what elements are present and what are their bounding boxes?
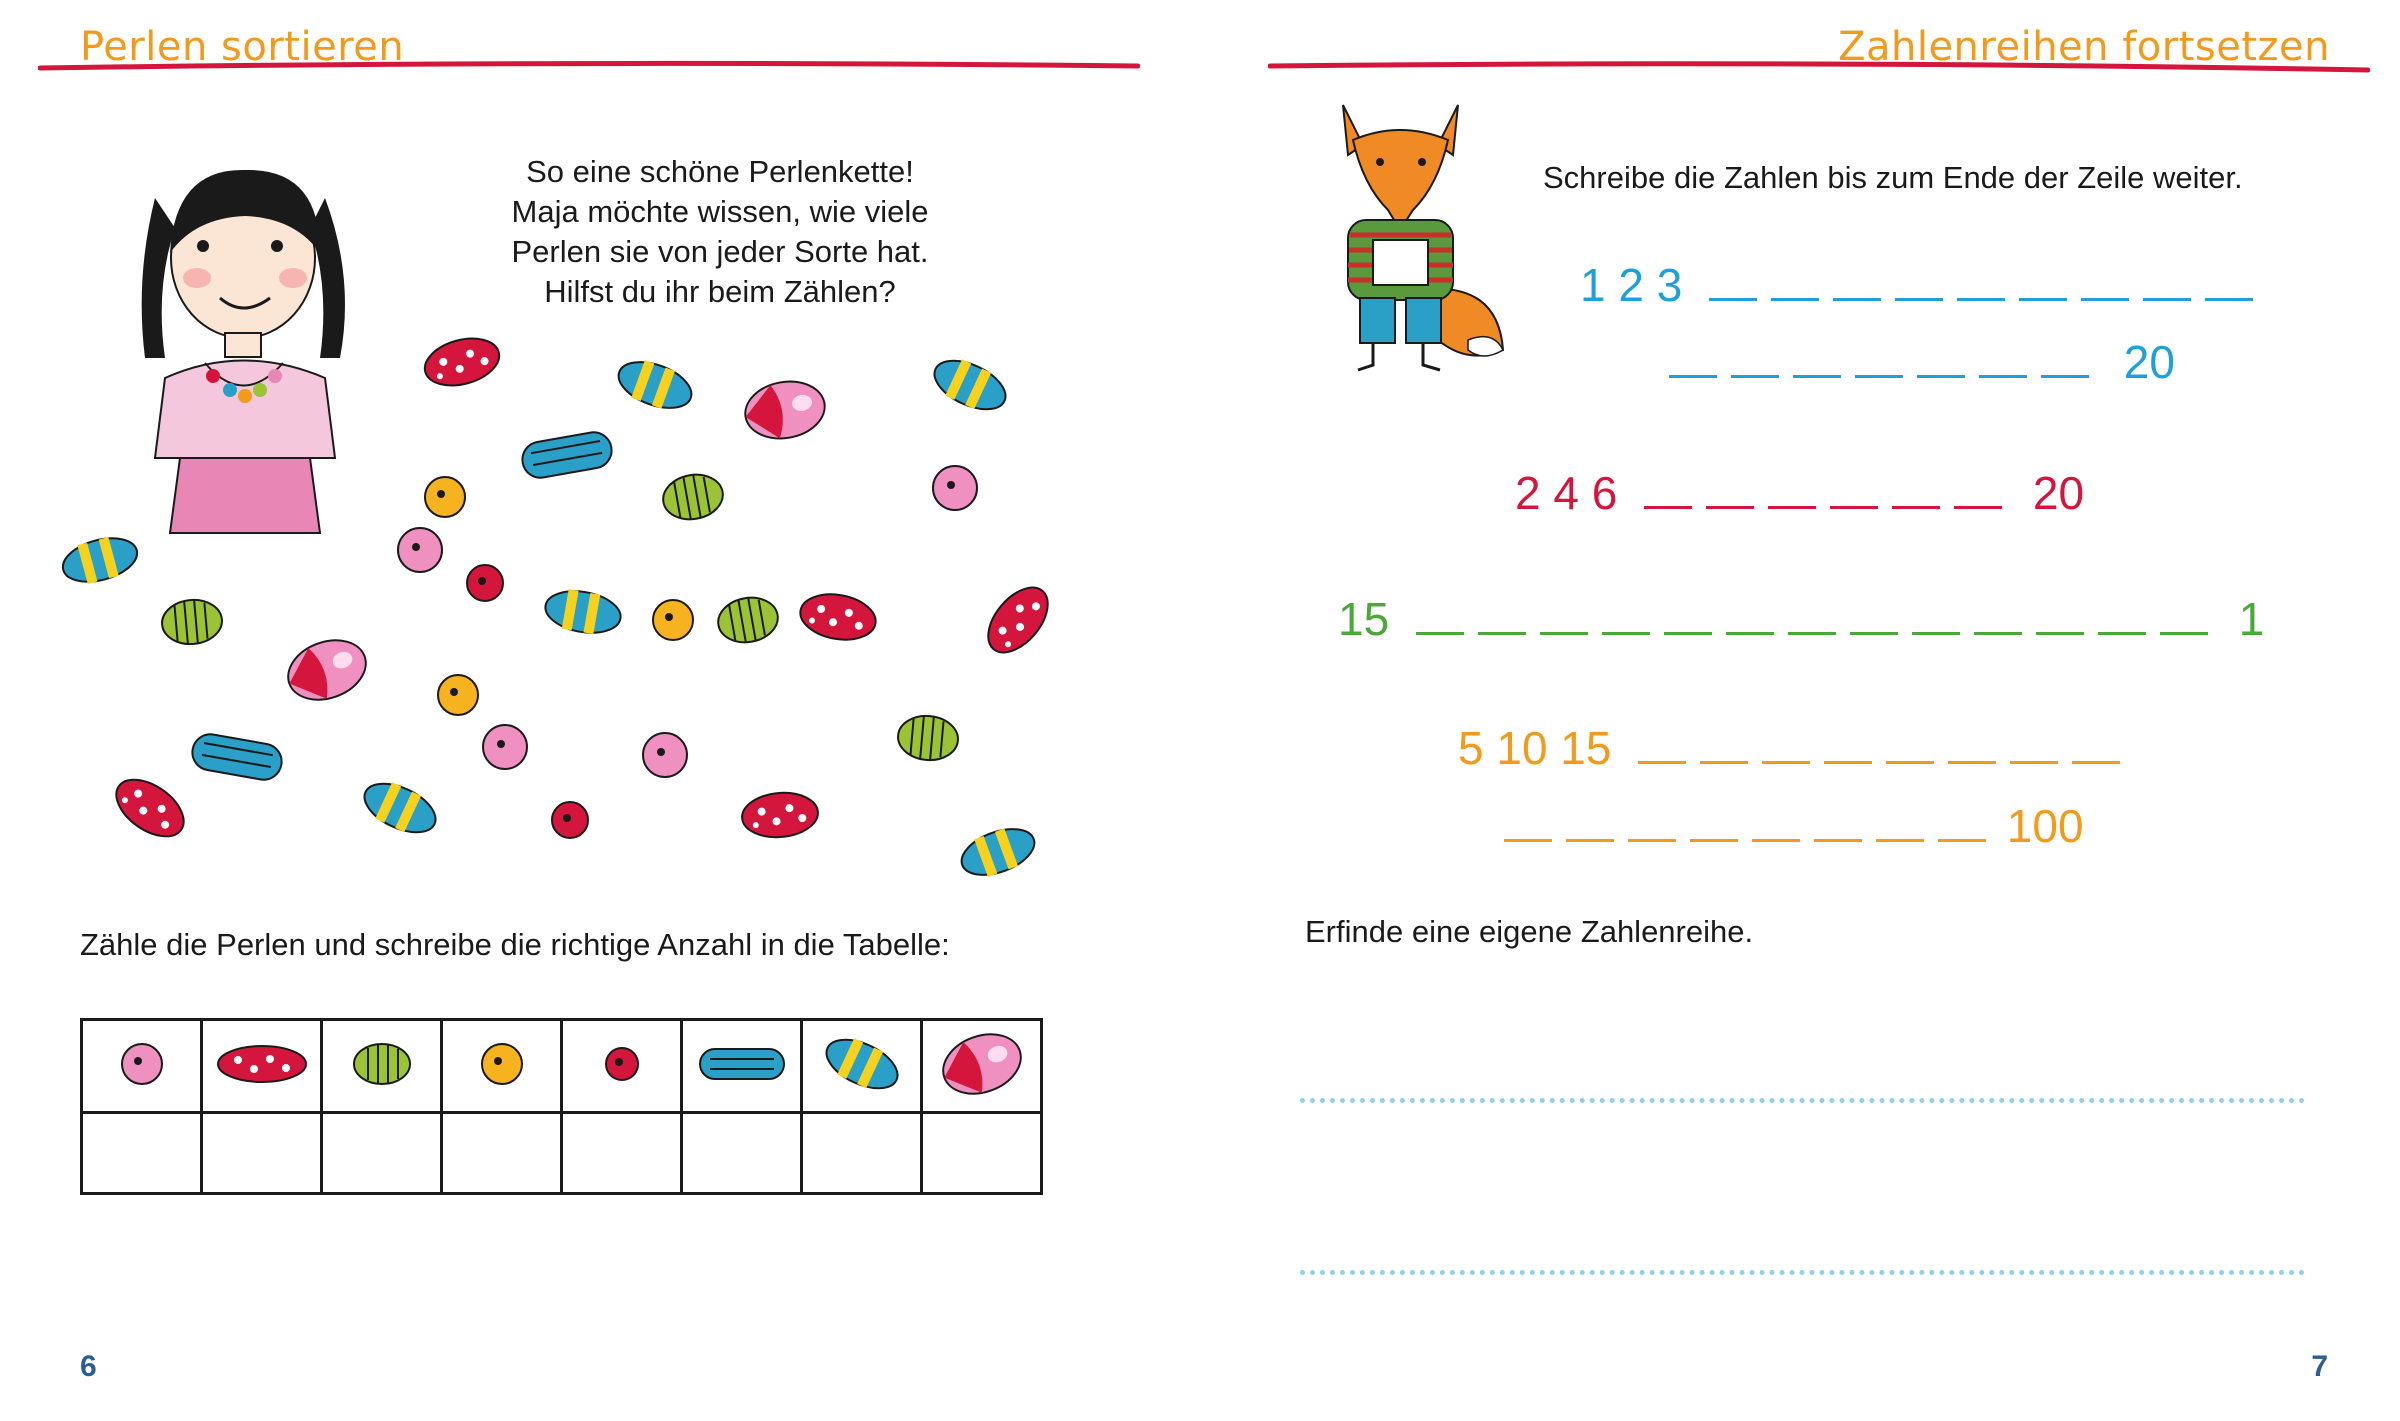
sequence-2-end: 20 (2032, 467, 2085, 519)
count-cell-small-red[interactable] (562, 1113, 682, 1194)
number-blank[interactable] (1974, 631, 2022, 635)
number-blank[interactable] (1700, 760, 1748, 764)
number-blank[interactable] (1917, 374, 1965, 378)
number-blank[interactable] (1566, 838, 1614, 842)
writing-line-2[interactable] (1300, 1270, 2305, 1275)
number-blank[interactable] (1478, 631, 1526, 635)
table-instruction: Zähle die Perlen und schreibe die richtige Anzahl in die Tabelle: (80, 927, 950, 962)
number-blank[interactable] (1833, 297, 1881, 301)
number-blank[interactable] (1690, 838, 1738, 842)
number-blank[interactable] (2041, 374, 2089, 378)
number-blank[interactable] (1416, 631, 1464, 635)
number-blank[interactable] (1644, 505, 1692, 509)
number-blank[interactable] (2010, 760, 2058, 764)
green-striped-bead-icon (322, 1020, 442, 1113)
sequence-4-start: 5 10 15 (1458, 722, 1612, 774)
number-blank[interactable] (1731, 374, 1779, 378)
sequence-2-start: 2 4 6 (1515, 467, 1618, 519)
sequence-3-end: 1 (2238, 593, 2265, 645)
number-blank[interactable] (1948, 760, 1996, 764)
number-blank[interactable] (1540, 631, 1588, 635)
number-blank[interactable] (2205, 297, 2253, 301)
red-pink-bead-icon (922, 1020, 1042, 1113)
blue-yellow-striped-bead-icon (802, 1020, 922, 1113)
page-number-right: 7 (2311, 1350, 2328, 1383)
count-cell-green-striped[interactable] (322, 1113, 442, 1194)
number-blank[interactable] (1788, 631, 1836, 635)
number-blank[interactable] (1850, 631, 1898, 635)
pink-round-bead-icon (82, 1020, 202, 1113)
red-dotted-bead-icon (202, 1020, 322, 1113)
number-blank[interactable] (1954, 505, 2002, 509)
sequence-row-1b (1655, 335, 2175, 389)
sequence-instruction: Schreibe die Zahlen bis zum Ende der Zeile weiter. (1543, 160, 2243, 195)
count-cell-red-pink[interactable] (922, 1113, 1042, 1194)
number-blank[interactable] (1912, 631, 1960, 635)
title-rule-right (1268, 58, 2370, 74)
number-blank[interactable] (1768, 505, 1816, 509)
number-blank[interactable] (1628, 838, 1676, 842)
sequence-1-start: 1 2 3 (1580, 259, 1683, 311)
number-blank[interactable] (2098, 631, 2146, 635)
bead-count-table (80, 1018, 1043, 1195)
sequence-row-1a (1580, 258, 2253, 312)
count-cell-blue-yellow-striped[interactable] (802, 1113, 922, 1194)
number-blank[interactable] (1762, 760, 1810, 764)
sequence-3-start: 15 (1338, 593, 1390, 645)
small-red-bead-icon (562, 1020, 682, 1113)
number-blank[interactable] (1706, 505, 1754, 509)
sequence-row-2 (1515, 466, 2084, 520)
number-blank[interactable] (1814, 838, 1862, 842)
orange-round-bead-icon (442, 1020, 562, 1113)
number-blank[interactable] (1830, 505, 1878, 509)
sequence-4-end: 100 (2006, 800, 2084, 852)
number-blank[interactable] (1824, 760, 1872, 764)
number-blank[interactable] (1602, 631, 1650, 635)
number-blank[interactable] (1793, 374, 1841, 378)
number-blank[interactable] (1855, 374, 1903, 378)
number-blank[interactable] (1979, 374, 2027, 378)
number-blank[interactable] (1504, 838, 1552, 842)
number-blank[interactable] (1957, 297, 2005, 301)
sequence-row-4b (1490, 799, 2084, 853)
number-blank[interactable] (1895, 297, 1943, 301)
count-cell-pink-round[interactable] (82, 1113, 202, 1194)
number-blank[interactable] (1938, 838, 1986, 842)
number-blank[interactable] (2160, 631, 2208, 635)
intro-line: Perlen sie von jeder Sorte hat. (511, 234, 929, 269)
count-cell-orange-round[interactable] (442, 1113, 562, 1194)
page-title-left: Perlen sortieren (80, 24, 405, 70)
number-blank[interactable] (1886, 760, 1934, 764)
number-blank[interactable] (1726, 631, 1774, 635)
number-blank[interactable] (1669, 374, 1717, 378)
count-cell-red-dotted[interactable] (202, 1113, 322, 1194)
sequence-row-4a (1458, 721, 2120, 775)
writing-line-1[interactable] (1300, 1098, 2305, 1103)
intro-line: Hilfst du ihr beim Zählen? (544, 274, 896, 309)
number-blank[interactable] (1876, 838, 1924, 842)
number-blank[interactable] (1771, 297, 1819, 301)
page-title-right: Zahlenreihen fortsetzen (1838, 24, 2330, 70)
sequence-row-3 (1338, 592, 2264, 646)
sequence-1-end: 20 (2123, 336, 2175, 388)
scattered-beads (0, 0, 1140, 900)
page-number-left: 6 (80, 1350, 97, 1383)
count-cell-blue-long[interactable] (682, 1113, 802, 1194)
intro-line: Maja möchte wissen, wie viele (511, 194, 929, 229)
blue-long-bead-icon (682, 1020, 802, 1113)
intro-line: So eine schöne Perlenkette! (526, 154, 914, 189)
fox-illustration (1318, 100, 1518, 375)
number-blank[interactable] (1638, 760, 1686, 764)
number-blank[interactable] (1664, 631, 1712, 635)
number-blank[interactable] (2081, 297, 2129, 301)
own-sequence-instruction: Erfinde eine eigene Zahlenreihe. (1305, 914, 1754, 949)
number-blank[interactable] (1709, 297, 1757, 301)
number-blank[interactable] (1892, 505, 1940, 509)
number-blank[interactable] (2036, 631, 2084, 635)
number-blank[interactable] (2072, 760, 2120, 764)
number-blank[interactable] (1752, 838, 1800, 842)
number-blank[interactable] (2019, 297, 2067, 301)
number-blank[interactable] (2143, 297, 2191, 301)
